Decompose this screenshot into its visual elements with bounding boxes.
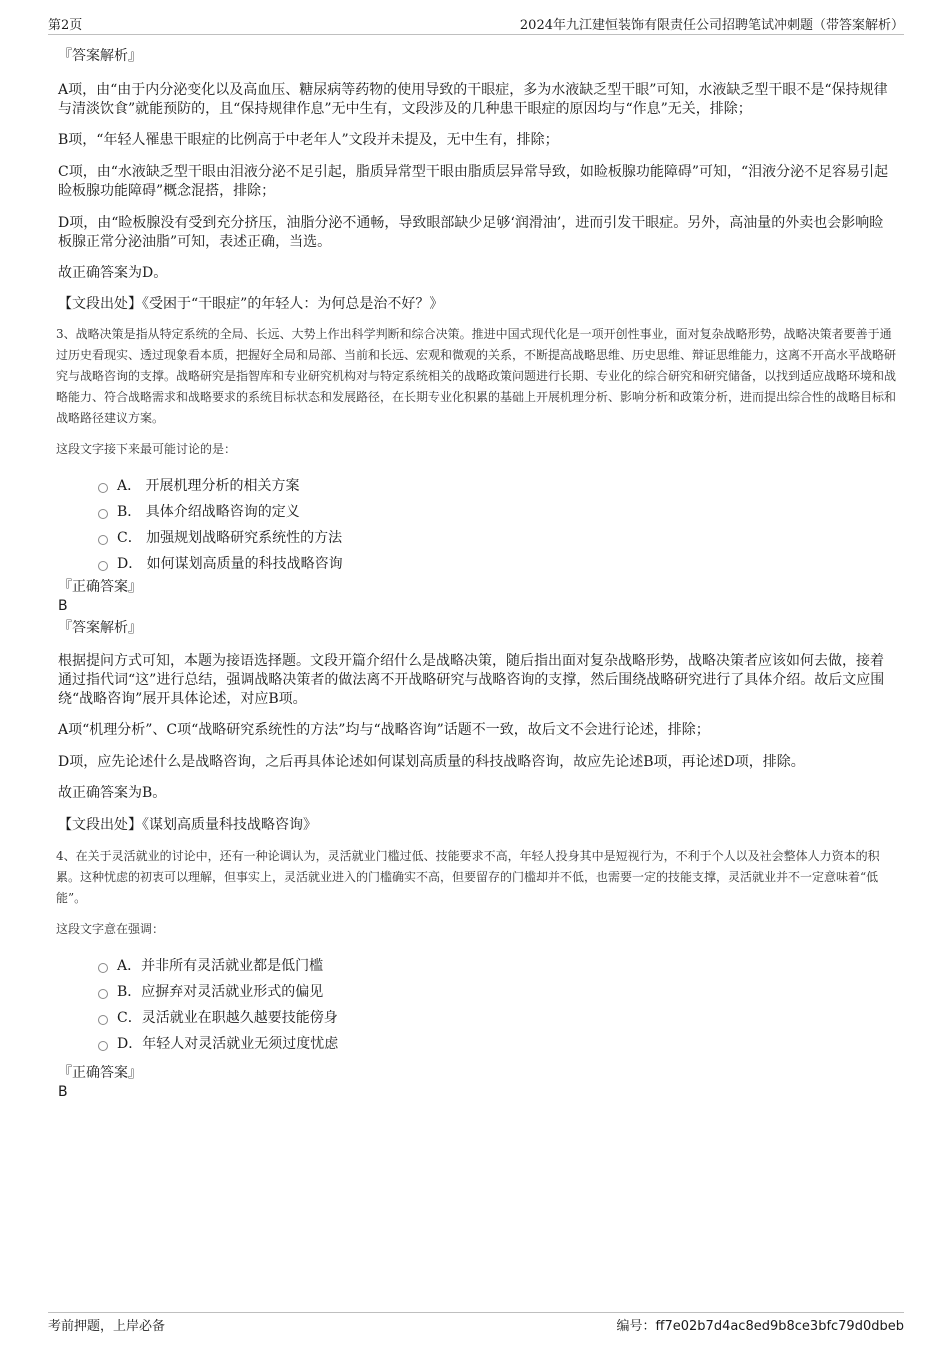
radio-icon[interactable] (98, 963, 108, 973)
q4-option-c[interactable]: C．灵活就业在职越久越要技能傍身 (98, 1005, 896, 1031)
radio-icon[interactable] (98, 535, 108, 545)
q3-source: 【文段出处】《谋划高质量科技战略咨询》 (58, 817, 317, 833)
q3-option-d[interactable]: D． 如何谋划高质量的科技战略咨询 (98, 551, 896, 577)
q4-option-b[interactable]: B．应摒弃对灵活就业形式的偏见 (98, 979, 896, 1005)
radio-icon[interactable] (98, 1015, 108, 1025)
page-number: 第2页 (48, 18, 83, 33)
q3-analysis-main: 根据提问方式可知，本题为接语选择题。文段开篇介绍什么是战略决策，随后指出面对复杂战略形势，战略决策者应该如何去做，接着通过指代词“这”进行总结，强调战略决策者的做法离不开战略研究与战略咨询的支撑，然后围绕战略研究进行了具体介绍。故后文应围绕“战略咨询”展开具体论述，对应B项。 (58, 653, 885, 707)
q3-stem: 3、战略决策是指从特定系统的全局、长远、大势上作出科学判断和综合决策。推进中国式现代化是一项开创性事业，面对复杂战略形势，战略决策者要善于通过历史看现实、透过现象看本质，把握好全局和局部、当前和长远、宏观和微观的关系，不断提高战略思维、历史思维、辩证思维能力，这离不开高水平战略研究与战略咨询的支撑。战略研究是指智库和专业研究机构对与特定系统相关的战略政策问题进行长期、专业化的综合研究和研究储备，以找到适应战略环境和战略能力、符合战略需求和战略要求的系统目标状态和发展路径，在长期专业化积累的基础上开展机理分析、影响分析和政策分析，进而提出综合性的战略目标和战略路径建议方案。 (56, 327, 897, 425)
q4-options (56, 953, 896, 1057)
q2-analysis-label: 『答案解析』 (58, 48, 142, 64)
q4-option-a[interactable]: A．并非所有灵活就业都是低门槛 (98, 953, 896, 979)
q3-analysis-ac: A项“机理分析”、C项“战略研究系统性的方法”均与“战略咨询”话题不一致，故后文不会进行论述，排除； (58, 722, 710, 738)
q3-option-b[interactable]: B． 具体介绍战略咨询的定义 (98, 499, 896, 525)
document-title: 2024年九江建恒装饰有限责任公司招聘笔试冲刺题（带答案解析） (519, 18, 904, 33)
q3-answer: B (58, 598, 68, 614)
document-id: 编号：ff7e02b7d4ac8ed9b8ce3bfc79d0dbeb (616, 1319, 904, 1334)
radio-icon[interactable] (98, 561, 108, 571)
q4-question: 这段文字意在强调： (56, 922, 165, 936)
q3-option-a[interactable]: A． 开展机理分析的相关方案 (98, 473, 896, 499)
q4-answer: B (58, 1084, 68, 1100)
q4-stem: 4、在关于灵活就业的讨论中，还有一种论调认为，灵活就业门槛过低、技能要求不高，年轻人投身其中是短视行为，不利于个人以及社会整体人力资本的积累。这种忧虑的初衷可以理解，但事实上，灵活就业进入的门槛确实不高，但要留存的门槛却并不低，也需要一定的技能支撑，灵活就业并不一定意味着“低能”。 (56, 849, 880, 905)
radio-icon[interactable] (98, 509, 108, 519)
q2-conclusion: 故正确答案为D。 (58, 265, 168, 281)
q2-source: 【文段出处】《受困于“干眼症”的年轻人：为何总是治不好？》 (58, 296, 444, 312)
radio-icon[interactable] (98, 989, 108, 999)
q4-option-d[interactable]: D．年轻人对灵活就业无须过度忧虑 (98, 1031, 896, 1057)
q3-analysis-d: D项，应先论述什么是战略咨询，之后再具体论述如何谋划高质量的科技战略咨询，故应先论述B项，再论述D项，排除。 (58, 754, 805, 770)
q3-analysis-label: 『答案解析』 (58, 620, 142, 636)
footer-slogan: 考前押题，上岸必备 (48, 1319, 166, 1334)
q4-answer-label: 『正确答案』 (58, 1065, 142, 1081)
q3-conclusion: 故正确答案为B。 (58, 785, 167, 801)
q3-question: 这段文字接下来最可能讨论的是： (56, 442, 237, 456)
q2-analysis-a: A项，由“由于内分泌变化以及高血压、糖尿病等药物的使用导致的干眼症，多为水液缺乏型干眼”可知，水液缺乏型干眼不是“保持规律与清淡饮食”就能预防的，且“保持规律作息”无中生有，文段涉及的几种患干眼症的原因均与“作息”无关，排除； (58, 82, 888, 117)
radio-icon[interactable] (98, 483, 108, 493)
page-content (56, 44, 896, 1101)
page-header (48, 14, 904, 35)
q3-option-c[interactable]: C． 加强规划战略研究系统性的方法 (98, 525, 896, 551)
q2-analysis-d: D项，由“睑板腺没有受到充分挤压，油脂分泌不通畅，导致眼部缺少足够‘润滑油’，进而引发干眼症。另外，高油量的外卖也会影响睑板腺正常分泌油脂”可知，表述正确，当选。 (58, 215, 884, 250)
q3-answer-label: 『正确答案』 (58, 579, 142, 595)
q3-options (56, 473, 896, 577)
q2-analysis-c: C项，由“水液缺乏型干眼由泪液分泌不足引起，脂质异常型干眼由脂质层异常导致，如睑板腺功能障碍”可知，“泪液分泌不足容易引起睑板腺功能障碍”概念混搭，排除； (58, 164, 889, 199)
q2-analysis-b: B项，“年轻人罹患干眼症的比例高于中老年人”文段并未提及，无中生有，排除； (58, 132, 559, 148)
page-footer (48, 1312, 904, 1337)
radio-icon[interactable] (98, 1041, 108, 1051)
